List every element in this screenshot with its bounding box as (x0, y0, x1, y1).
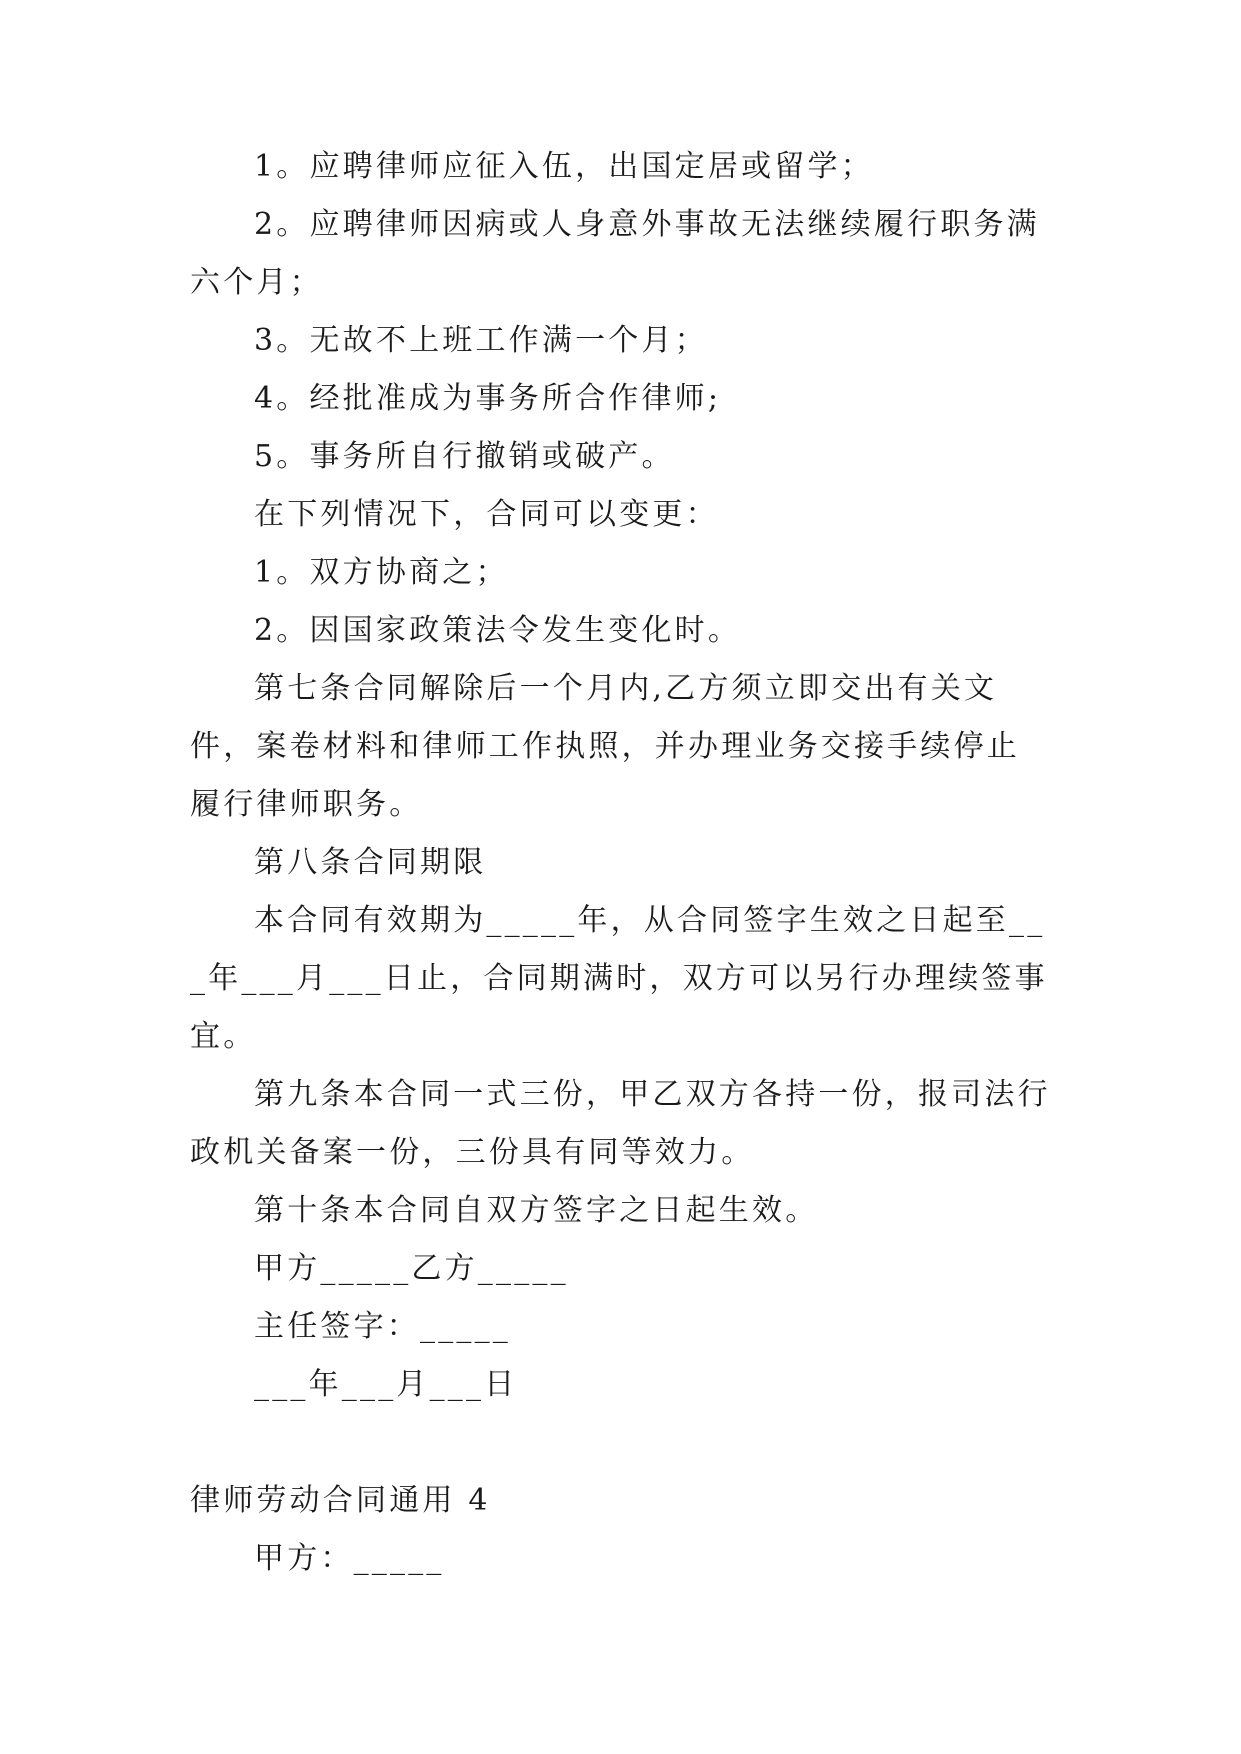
paragraph-16: ___年___月___日 (254, 1367, 518, 1402)
paragraph-3: 3。无故不上班工作满一个月； (254, 323, 708, 358)
paragraph-13: 第十条本合同自双方签字之日起生效。 (254, 1193, 819, 1228)
paragraph-12: 第九条本合同一式三份，甲乙双方各持一份，报司法行政机关备案一份，三份具有同等效力。 (190, 1077, 1051, 1170)
paragraph-8: 2。因国家政策法令发生变化时。 (254, 613, 742, 648)
paragraph-2: 2。应聘律师因病或人身意外事故无法继续履行职务满六个月； (190, 207, 1040, 300)
paragraph-after-title-1: 甲方：_____ (254, 1541, 445, 1576)
paragraph-7: 1。双方协商之； (254, 555, 509, 590)
paragraph-14: 甲方_____乙方_____ (254, 1251, 569, 1286)
document-body (190, 138, 1052, 1588)
paragraph-9: 第七条合同解除后一个月内,乙方须立即交出有关文件，案卷材料和律师工作执照，并办理业务交接手续停止履行律师职务。 (190, 671, 1020, 822)
paragraph-10: 第八条合同期限 (254, 845, 487, 880)
paragraph-15: 主任签字：_____ (254, 1309, 511, 1344)
paragraph-5: 5。事务所自行撤销或破产。 (254, 439, 675, 474)
paragraph-11: 本合同有效期为_____年，从合同签字生效之日起至___年___月___日止，合同期满时，双方可以另行办理续签事宜。 (190, 903, 1048, 1054)
paragraph-1: 1。应聘律师应征入伍，出国定居或留学； (254, 149, 874, 184)
paragraph-4: 4。经批准成为事务所合作律师; (254, 381, 722, 416)
section-title: 律师劳动合同通用 4 (190, 1483, 491, 1518)
paragraph-6: 在下列情况下，合同可以变更： (254, 497, 719, 532)
blank-line (190, 1414, 1052, 1472)
